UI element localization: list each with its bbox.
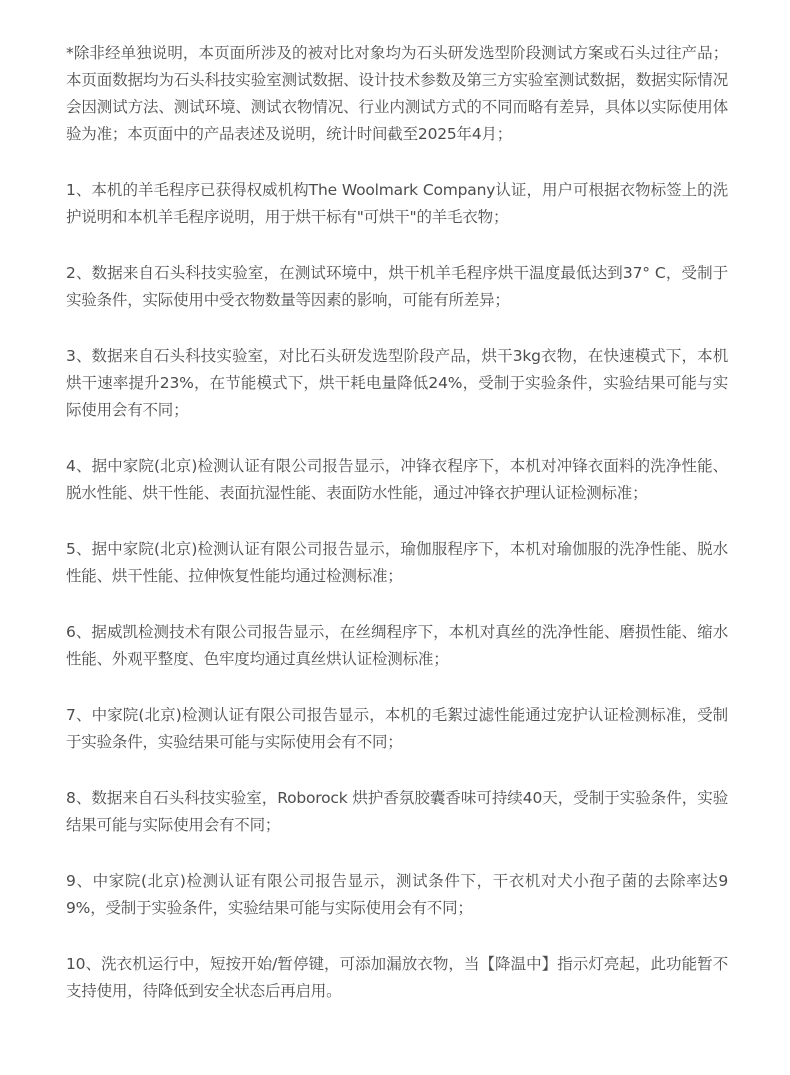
note-4-outdoor-jacket: 4、据中家院(北京)检测认证有限公司报告显示，冲锋衣程序下，本机对冲锋衣面料的洗净性能、脱水性能、烘干性能、表面抗湿性能、表面防水性能，通过冲锋衣护理认证检测标准； [66, 457, 728, 502]
note-1-woolmark: 1、本机的羊毛程序已获得权威机构The Woolmark Company认证，用户可根据衣物标签上的洗护说明和本机羊毛程序说明，用于烘干标有"可烘干"的羊毛衣物； [66, 181, 728, 226]
note-5-yoga-wear: 5、据中家院(北京)检测认证有限公司报告显示，瑜伽服程序下，本机对瑜伽服的洗净性能、脱水性能、烘干性能、拉伸恢复性能均通过检测标准； [66, 540, 728, 585]
note-3-drying-speed-energy: 3、数据来自石头科技实验室，对比石头研发选型阶段产品，烘干3kg衣物，在快速模式下，本机烘干速率提升23%，在节能模式下，烘干耗电量降低24%，受制于实验条件，实验结果可能与实际使用会有不同； [66, 347, 728, 419]
note-2-wool-temperature: 2、数据来自石头科技实验室，在测试环境中，烘干机羊毛程序烘干温度最低达到37° C，受制于实验条件，实际使用中受衣物数量等因素的影响，可能有所差异； [66, 264, 728, 309]
disclaimer-notes [66, 40, 728, 1034]
note-9-microsporum-removal: 9、中家院(北京)检测认证有限公司报告显示，测试条件下，干衣机对犬小孢子菌的去除率达99%，受制于实验条件，实验结果可能与实际使用会有不同； [66, 872, 728, 917]
note-8-fragrance-capsule: 8、数据来自石头科技实验室，Roborock 烘护香氛胶囊香味可持续40天，受制于实验条件，实验结果可能与实际使用会有不同； [66, 789, 728, 834]
note-10-add-laundry: 10、洗衣机运行中，短按开始/暂停键，可添加漏放衣物，当【降温中】指示灯亮起，此功能暂不支持使用，待降低到安全状态后再启用。 [66, 955, 728, 1000]
note-6-silk: 6、据威凯检测技术有限公司报告显示，在丝绸程序下，本机对真丝的洗净性能、磨损性能、缩水性能、外观平整度、色牢度均通过真丝烘认证检测标准； [66, 623, 728, 668]
disclaimer-intro: *除非经单独说明，本页面所涉及的被对比对象均为石头研发选型阶段测试方案或石头过往产品；本页面数据均为石头科技实验室测试数据、设计技术参数及第三方实验室测试数据，数据实际情况会因测试方法、测试环境、测试衣物情况、行业内测试方式的不同而略有差异，具体以实际使用体验为准；本页面中的产品表述及说明，统计时间截至2025年4月； [66, 44, 728, 143]
note-7-lint-filter: 7、中家院(北京)检测认证有限公司报告显示，本机的毛絮过滤性能通过宠护认证检测标准，受制于实验条件，实验结果可能与实际使用会有不同； [66, 706, 728, 751]
